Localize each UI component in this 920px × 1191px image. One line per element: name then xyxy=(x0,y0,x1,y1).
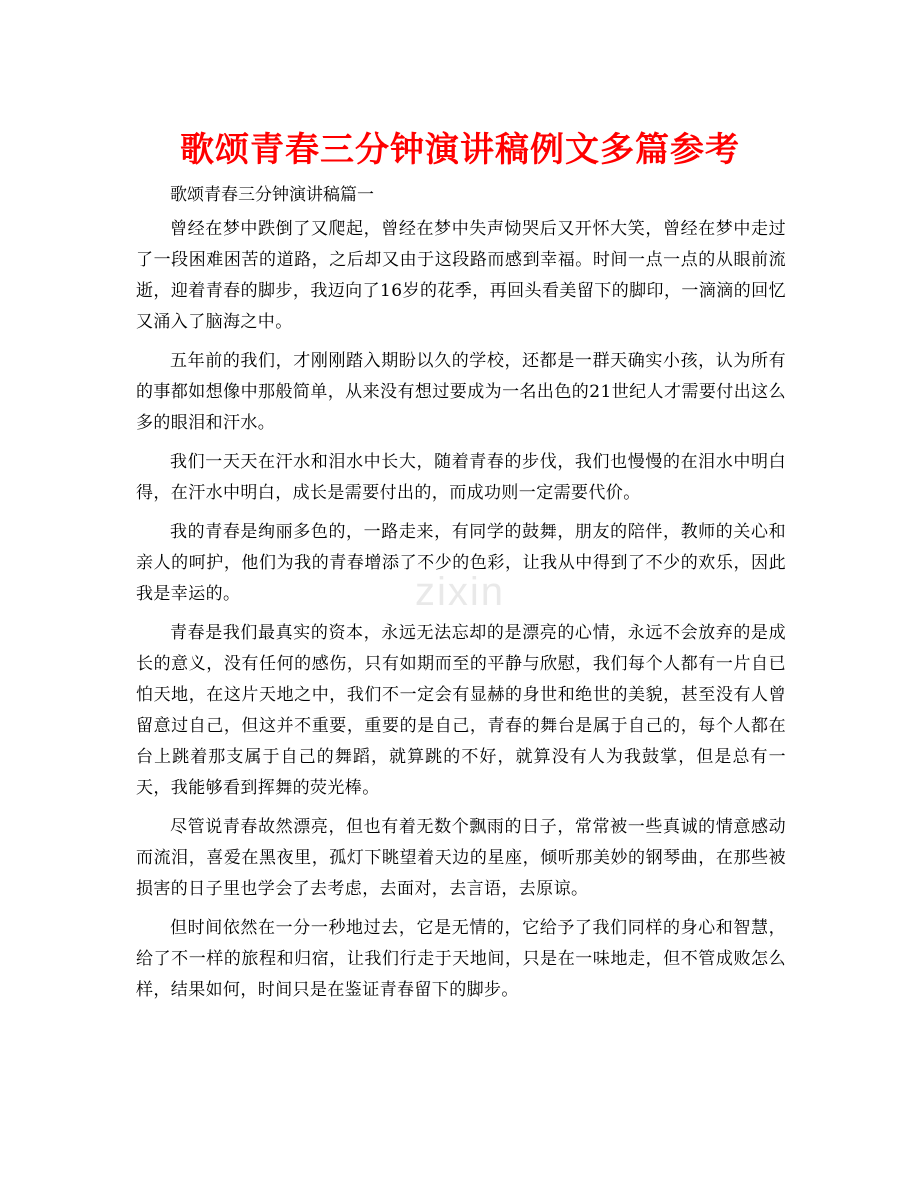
document-body xyxy=(136,180,786,1014)
watermark: zixin xyxy=(414,570,506,614)
paragraph: 尽管说青春故然漂亮，但也有着无数个飘雨的日子，常常被一些真诚的情意感动而流泪，喜爱在黑夜里，孤灯下眺望着天边的星座，倾听那美妙的钢琴曲，在那些被损害的日子里也学会了去考虑，去面对，去言语，去原谅。 xyxy=(136,817,786,899)
paragraph: 但时间依然在一分一秒地过去，它是无情的，它给予了我们同样的身心和智慧，给了不一样的旅程和归宿，让我们行走于天地间，只是在一味地走，但不管成败怎么样，结果如何，时间只是在鉴证青春留下的脚步。 xyxy=(136,918,786,1000)
document-title: 歌颂青春三分钟演讲稿例文多篇参考 xyxy=(180,130,740,170)
paragraph: 五年前的我们，才刚刚踏入期盼以久的学校，还都是一群天确实小孩，认为所有的事都如想像中那般简单，从来没有想过要成为一名出色的21世纪人才需要付出这么多的眼泪和汗水。 xyxy=(136,351,786,433)
paragraph: 青春是我们最真实的资本，永远无法忘却的是漂亮的心情，永远不会放弃的是成长的意义，没有任何的感伤，只有如期而至的平静与欣慰，我们每个人都有一片自已怕天地，在这片天地之中，我们不一定会有显赫的身世和绝世的美貌，甚至没有人曾留意过自己，但这并不重要，重要的是自己，青春的舞台是属于自己的，每个人都在台上跳着那支属于自己的舞蹈，就算跳的不好，就算没有人为我鼓掌，但是总有一天，我能够看到挥舞的荧光棒。 xyxy=(136,623,786,798)
section-heading: 歌颂青春三分钟演讲稿篇一 xyxy=(170,185,374,205)
paragraph: 我们一天天在汗水和泪水中长大，随着青春的步伐，我们也慢慢的在泪水中明白得，在汗水中明白，成长是需要付出的，而成功则一定需要代价。 xyxy=(136,452,786,503)
paragraph: 曾经在梦中跌倒了又爬起，曾经在梦中失声恸哭后又开怀大笑，曾经在梦中走过了一段困难困苦的道路，之后却又由于这段路而感到幸福。时间一点一点的从眼前流逝，迎着青春的脚步，我迈向了16岁的花季，再回头看美留下的脚印，一滴滴的回忆又涌入了脑海之中。 xyxy=(136,219,786,332)
paragraph: 我的青春是绚丽多色的，一路走来，有同学的鼓舞，朋友的陪伴，教师的关心和亲人的呵护，他们为我的青春增添了不少的色彩，让我从中得到了不少的欢乐，因此我是幸运的。 xyxy=(136,522,786,604)
